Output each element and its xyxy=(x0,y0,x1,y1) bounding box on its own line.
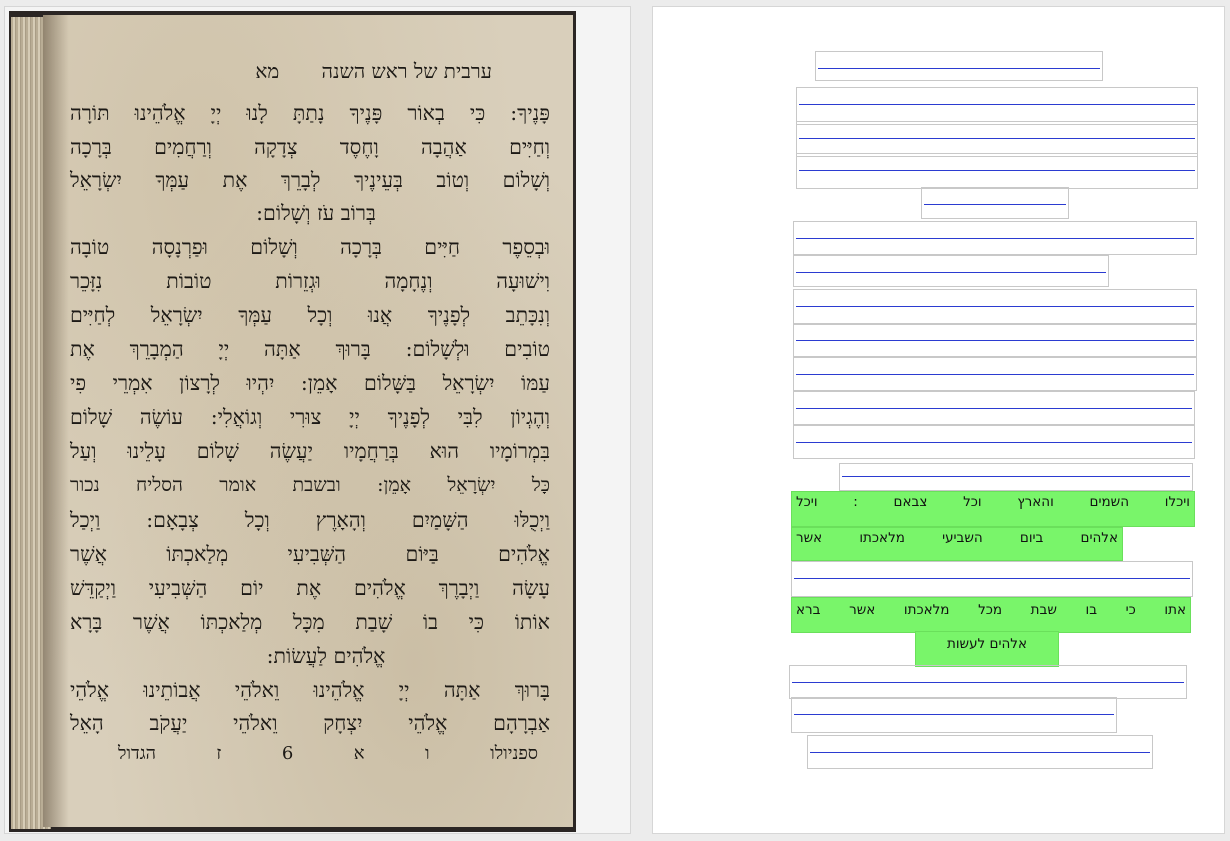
scan-line: וְהֶגְיוֹן לִבִּי לְפָנֶיךָ יְיָ צוּרִי וְגוֹאֲלִי: עוֹשֶׂה שָׁלוֹם xyxy=(70,405,550,429)
scan-line: וְחַיִּים אַהֲבָה וָחֶסֶד צְדָקָה וְרַחֲמִים בְּרָכָה xyxy=(70,135,550,159)
text-line-region[interactable] xyxy=(807,735,1153,769)
text-line-region[interactable] xyxy=(793,425,1195,459)
scan-line: וּבְסֵפֶר חַיִּים בְּרָכָה וְשָׁלוֹם וּפַרְנָסָה טוֹבָה xyxy=(70,235,550,259)
scan-line: אוֹתוֹ כִּי בוֹ שָׁבַת מִכָּל מְלַאכְתּוֹ אֲשֶׁר בָּרָא xyxy=(70,610,550,634)
text-line-region[interactable] xyxy=(791,561,1193,597)
scan-line: עָשָׂה וַיְבָרֶךְ אֱלֹהִים אֶת יוֹם הַשְּׁבִיעִי וַיְקַדֵּשׁ xyxy=(70,576,550,600)
text-line-region[interactable] xyxy=(793,323,1197,357)
text-line-region[interactable] xyxy=(796,121,1198,157)
text-line-region[interactable] xyxy=(839,463,1193,491)
text-line-region[interactable] xyxy=(793,357,1197,391)
scan-line: אַבְרָהָם אֱלֹהֵי יִצְחָק וֵאלֹהֵי יַעֲקֹב הָאֵל xyxy=(70,711,550,735)
scan-line: טוֹבִים וּלְשָׁלוֹם: בָּרוּךְ אַתָּה יְיָ הַמְבָרֵךְ אֶת xyxy=(70,337,550,361)
spine-shadow xyxy=(43,15,69,827)
text-line-region[interactable] xyxy=(793,221,1197,255)
scan-line: עַמּוֹ יִשְׂרָאֵל בַּשָּׁלוֹם אָמֵן: יִהְיוּ לְרָצוֹן אִמְרֵי פִי xyxy=(70,371,550,395)
scan-panel xyxy=(4,6,631,834)
recognized-text: ויכלו השמים והארץ וכל צבאם : ויכל xyxy=(796,494,1190,510)
scan-header-title: ערבית של ראש השנה xyxy=(321,59,492,83)
text-line-region[interactable] xyxy=(793,255,1109,287)
highlighted-line-region[interactable] xyxy=(791,527,1123,561)
scan-line: וַיְכֻלּוּ הַשָּׁמַיִם וְהָאָרֶץ וְכָל צְבָאָם: וַיְכַל xyxy=(70,508,550,532)
scan-line: אֱלֹהִים בַּיּוֹם הַשְּׁבִיעִי מְלַאכְתּוֹ אֲשֶׁר xyxy=(70,542,550,566)
scan-line: וִישׁוּעָה וְנֶחָמָה וּגְזֵרוֹת טוֹבוֹת נִזָּכֵר xyxy=(70,269,550,293)
scan-line: וְשָׁלוֹם וְטוֹב בְּעֵינֶיךָ לְבָרֵךְ אֶת עַמְּךָ יִשְׂרָאֵל xyxy=(70,168,550,192)
recognized-text: אתו כי בו שבת מכל מלאכתו אשר ברא xyxy=(796,602,1186,618)
recognized-text: אלהים ביום השביעי מלאכתו אשר xyxy=(796,530,1118,546)
scan-line: פָּנֶיךָ: כִּי בְאוֹר פָּנֶיךָ נָתַתָּ לָנוּ יְיָ אֱלֹהֵינוּ תּוֹרָה xyxy=(70,101,550,125)
text-line-region[interactable] xyxy=(796,153,1198,189)
scanned-page-image xyxy=(9,11,576,832)
text-line-region[interactable] xyxy=(796,87,1198,125)
text-line-region[interactable] xyxy=(793,289,1197,325)
text-line-region[interactable] xyxy=(789,665,1187,699)
scan-line: בְּרוֹב עֹז וְשָׁלוֹם: xyxy=(256,201,376,225)
highlighted-line-region[interactable] xyxy=(791,491,1195,527)
scan-line: כָּל יִשְׂרָאֵל אָמֵן: ובשבת אומר הסליח נכור xyxy=(70,474,550,496)
scan-line: אֱלֹהִים לַעֲשׂוֹת: xyxy=(266,644,386,668)
highlighted-line-region[interactable] xyxy=(915,631,1059,667)
text-line-region[interactable] xyxy=(921,187,1069,219)
scan-line: וְנִכָּתֵב לְפָנֶיךָ אֲנוּ וְכָל עַמְּךָ יִשְׂרָאֵל לְחַיִּים xyxy=(70,303,550,327)
text-line-region[interactable] xyxy=(793,391,1195,425)
scan-line: בָּרוּךְ אַתָּה יְיָ אֱלֹהֵינוּ וֵאלֹהֵי אֲבוֹתֵינוּ אֱלֹהֵי xyxy=(70,678,550,702)
scan-header-page-number: מא xyxy=(255,59,280,83)
text-line-region[interactable] xyxy=(791,697,1117,733)
recognized-text: אלהים לעשות xyxy=(946,636,1028,652)
layout-panel xyxy=(652,6,1225,834)
highlighted-line-region[interactable] xyxy=(791,597,1191,633)
scan-header xyxy=(255,59,492,84)
scan-footer: ספניולו ו א 6 ז הגדול xyxy=(118,743,538,764)
text-line-region[interactable] xyxy=(815,51,1103,81)
scan-line: בִּמְרוֹמָיו הוּא בְּרַחֲמָיו יַעֲשֶׂה שָׁלוֹם עָלֵינוּ וְעַל xyxy=(70,439,550,463)
